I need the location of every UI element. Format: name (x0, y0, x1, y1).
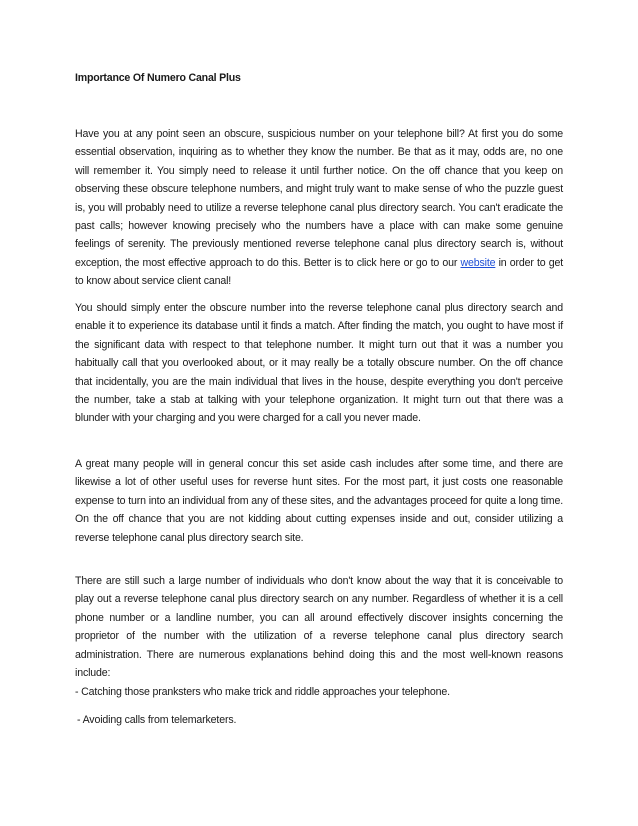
paragraph-reasons: There are still such a large number of individuals who don't know about the way that it is conceivable to play out a reverse telephone canal plus directory search on any number. Regardless of whether it is a cell phone number or a landline number, you can all around effectively discover insights concerning the proprietor of the number with the utilization of a reverse telephone canal plus directory search administration. There are numerous explanations behind doing this and the most well-known reasons include: (75, 575, 563, 680)
paragraph-cost-savings: A great many people will in general concur this set aside cash includes after some time, and there are likewise a lot of other useful uses for reverse hunt sites. For the most part, it just costs one reasonable expense to turn into an individual from any of these sites, and the advantages proceed for quite a long time. On the off chance that you are not kidding about cutting expenses inside and out, consider utilizing a reverse telephone canal plus directory search site. (75, 458, 563, 544)
paragraph-intro (75, 125, 563, 291)
paragraph-intro-text: Have you at any point seen an obscure, suspicious number on your telephone bill? At first you do some essential observation, inquiring as to whether they know the number. Be that as it may, odds are, no one will remember it. You simply need to release it until further notice. On the off chance that you keep on observing these obscure telephone numbers, and might truly want to make sense of who the puzzle guest is, you will probably need to utilize a reverse telephone canal plus directory search. You can't eradicate the past calls; however knowing precisely who the numbers have a place with can make some genuine feelings of serenity. The previously mentioned reverse telephone canal plus directory search is, without exception, the most effective approach to do this. Better is to click here or go to our (75, 128, 563, 269)
document-title: Importance Of Numero Canal Plus (75, 72, 241, 84)
list-item: - Avoiding calls from telemarketers. (77, 714, 237, 726)
paragraph-search-usage: You should simply enter the obscure number into the reverse telephone canal plus directory search and enable it to experience its database until it finds a match. After finding the match, you ought to have most if the significant data with respect to that telephone number. It might turn out that it was a number you habitually call that you overlooked about, or it may really be a totally obscure number. On the off chance that incidentally, you are the main individual that lives in the house, despite everything you don't perceive the number, take a stab at talking with your telephone organization. It might turn out that there was a blunder with your charging and you were charged for a call you never made. (75, 302, 563, 425)
paragraph-intro-tail: in order to get to know about service client canal! (75, 256, 563, 288)
list-item: - Catching those pranksters who make trick and riddle approaches your telephone. (75, 686, 450, 698)
website-link[interactable]: website (460, 256, 496, 269)
